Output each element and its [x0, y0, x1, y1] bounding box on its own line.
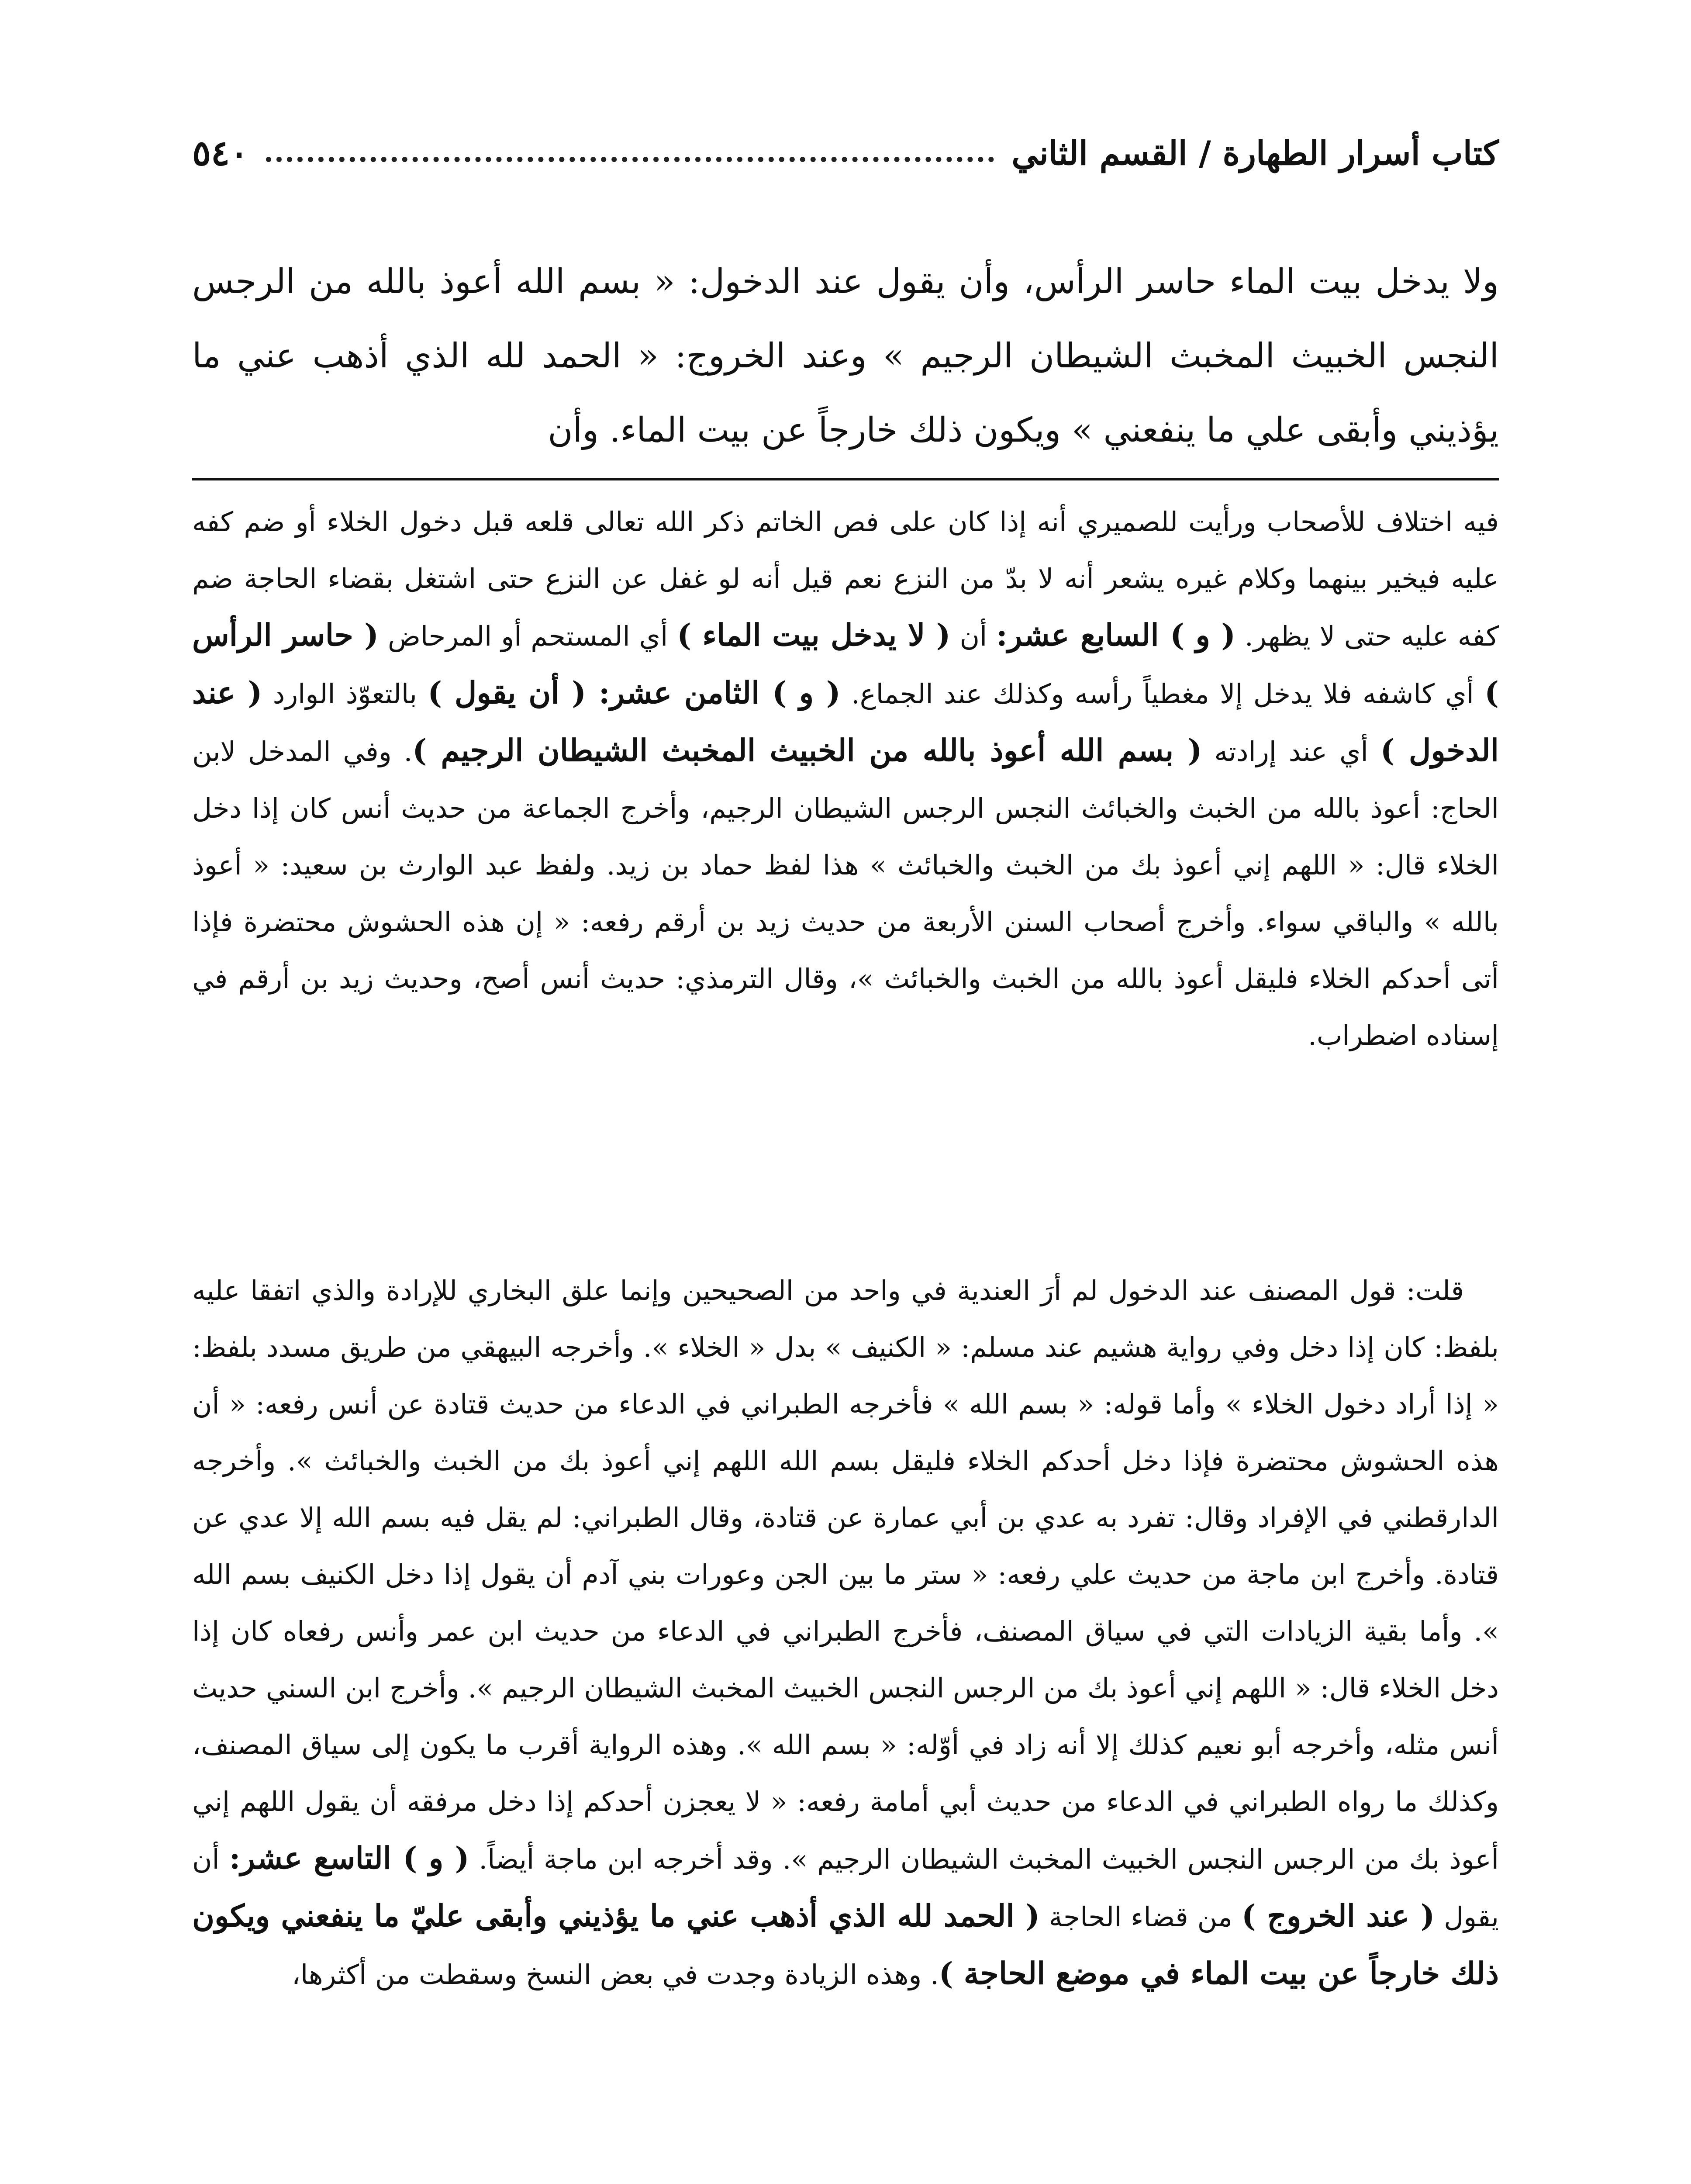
- running-title: كتاب أسرار الطهارة / القسم الثاني: [1011, 133, 1499, 173]
- separator-rule: [192, 478, 1499, 480]
- page-header: [192, 118, 1499, 188]
- header-leader-dots: [266, 144, 994, 162]
- commentary-bold: ( بسم الله أعوذ بالله من الخبيث المخبث الشيطان الرجيم ): [412, 733, 1202, 768]
- commentary-bold: ( الحمد لله الذي أذهب عني ما يؤذيني وأبقى عليّ ما ينفعني ويكون ذلك خارجاً عن بيت الماء في موضع الحاجة ): [192, 1898, 1499, 1991]
- commentary-text: فيه اختلاف للأصحاب ورأيت للصميري أنه إذا كان على فص الخاتم ذكر الله تعالى قلعه قبل دخول الخلاء أو ضم كفه عليه فيخير بينهما وكلام غيره يشعر أنه لا بدّ من النزع نعم قيل أنه لو غفل عن النزع حتى اشتغل بقضاء الحاجة ضم كفه عليه حتى لا يظهر.: [192, 506, 1499, 652]
- commentary-text: أي المستحم أو المرحاض: [387, 620, 668, 652]
- commentary-bold: ( و ) السابع عشر:: [996, 618, 1236, 653]
- commentary-paragraph-2: [192, 1262, 1499, 2184]
- commentary-bold: ( عند الخروج ): [1241, 1898, 1435, 1934]
- commentary-bold: ( و ) الثامن عشر: ( أن يقول ): [428, 675, 841, 711]
- main-text: ولا يدخل بيت الماء حاسر الرأس، وأن يقول عند الدخول: « بسم الله أعوذ بالله من الرجس النجس الخبيث المخبث الشيطان الرجيم » وعند الخروج: « الحمد لله الذي أذهب عني ما يؤذيني وأبقى علي ما ينفعني » ويكون ذلك خارجاً عن بيت الماء. وأن: [192, 262, 1499, 450]
- commentary-text: أن: [959, 620, 987, 652]
- page-number: ٥٤٠: [192, 132, 248, 173]
- commentary-bold: ( لا يدخل بيت الماء ): [677, 618, 951, 653]
- commentary-text: أي عند إرادته: [1214, 736, 1368, 767]
- commentary-bold: ( و ) التاسع عشر:: [229, 1841, 469, 1876]
- commentary-text: . وهذه الزيادة وجدت في بعض النسخ وسقطت من أكثرها،: [291, 1959, 939, 1990]
- commentary-paragraph-1: [192, 494, 1499, 1232]
- commentary-text: أن يقول: [192, 1843, 1499, 1933]
- commentary-text: من قضاء الحاجة: [1049, 1901, 1232, 1933]
- commentary-bold: ( عند الدخول ): [192, 675, 1499, 768]
- commentary-text: أي كاشفه فلا يدخل إلا مغطياً رأسه وكذلك عند الجماع.: [851, 678, 1474, 710]
- commentary-text: بالتعوّذ الوارد: [273, 678, 418, 710]
- commentary-text: . وفي المدخل لابن الحاج: أعوذ بالله من الخبث والخبائث النجس الرجس الشيطان الرجيم، وأخرج الجماعة من حديث أنس كان إذا دخل الخلاء قال: « اللهم إني أعوذ بك من الخبث والخبائث » هذا لفظ حماد بن زيد. ولفظ عبد الوارث بن سعيد: « أعوذ بالله » والباقي سواء. وأخرج أصحاب السنن الأربعة من حديث زيد بن أرقم رفعه: « إن هذه الحشوش محتضرة فإذا أتى أحدكم الخلاء فليقل أعوذ بالله من الخبث والخبائث »، وقال الترمذي: حديث أنس أصح، وحديث زيد بن أرقم في إسناده اضطراب.: [192, 736, 1499, 1051]
- commentary-bold: ( حاسر الرأس ): [192, 618, 1499, 711]
- commentary-text: قلت: قول المصنف عند الدخول لم أرَ العندية في واحد من الصحيحين وإنما علق البخاري للإرادة والذي اتفقا عليه بلفظ: كان إذا دخل وفي رواية هشيم عند مسلم: « الكنيف » بدل « الخلاء ». وأخرجه البيهقي من طريق مسدد بلفظ: « إذا أراد دخول الخلاء » وأما قوله: « بسم الله » فأخرجه الطبراني في الدعاء من حديث قتادة عن أنس رفعه: « أن هذه الحشوش محتضرة فإذا دخل أحدكم الخلاء فليقل بسم الله اللهم إني أعوذ بك من الخبث والخبائث ». وأخرجه الدارقطني في الإفراد وقال: تفرد به عدي بن أبي عمارة عن قتادة، وقال الطبراني: لم يقل فيه بسم الله إلا عدي عن قتادة. وأخرج ابن ماجة من حديث علي رفعه: « ستر ما بين الجن وعورات بني آدم أن يقول إذا دخل الكنيف بسم الله ». وأما بقية الزيادات التي في سياق المصنف، فأخرج الطبراني في الدعاء من حديث ابن عمر وأنس رفعاه كان إذا دخل الخلاء قال: « اللهم إني أعوذ بك من الرجس النجس الخبيث المخبث الشيطان الرجيم ». وأخرج ابن السني حديث أنس مثله، وأخرجه أبو نعيم كذلك إلا أنه زاد في أوّله: « بسم الله ». وهذه الرواية أقرب ما يكون إلى سياق المصنف، وكذلك ما رواه الطبراني في الدعاء من حديث أبي أمامة رفعه: « لا يعجزن أحدكم إذا دخل مرفقه أن يقول اللهم إني أعوذ بك من الرجس النجس الخبيث المخبث الشيطان الرجيم ». وقد أخرجه ابن ماجة أيضاً.: [192, 1275, 1499, 1875]
